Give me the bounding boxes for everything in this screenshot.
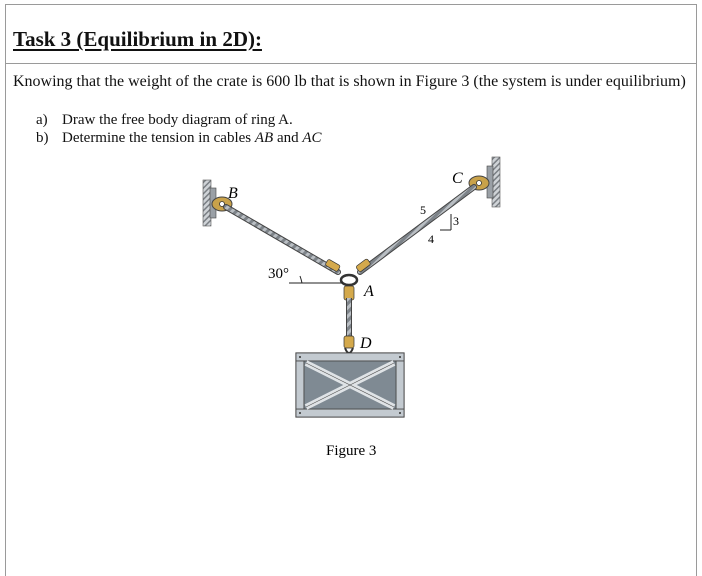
question-a-label: a) — [36, 112, 48, 128]
point-d-label: D — [360, 335, 372, 352]
point-b-label: B — [228, 185, 238, 202]
ring-a — [341, 275, 357, 300]
question-b-and: and — [273, 130, 303, 146]
cable-ab-label: AB — [254, 130, 274, 146]
angle-label: 30° — [268, 266, 289, 282]
figure-caption: Figure 3 — [326, 443, 377, 459]
point-a-label: A — [364, 283, 374, 300]
problem-statement: Knowing that the weight of the crate is 600 lb that is shown in Figure 3 (the system is under equilibrium) — [13, 73, 686, 90]
crate — [296, 353, 404, 417]
question-b-label: b) — [36, 130, 49, 146]
question-a-text: Draw the free body diagram of ring A. — [62, 112, 293, 128]
slope-rise-label: 3 — [453, 214, 459, 228]
point-c-label: C — [452, 170, 463, 187]
wall-support-c — [469, 157, 500, 207]
cable-ac-label: AC — [302, 130, 322, 146]
angle-arc — [300, 276, 302, 283]
task-title: Task 3 (Equilibrium in 2D): — [13, 27, 262, 51]
slope-hypotenuse-label: 5 — [420, 203, 426, 217]
slope-triangle — [440, 214, 451, 230]
question-b-text: Determine the tension in cables — [62, 130, 255, 146]
slope-run-label: 4 — [428, 232, 434, 246]
